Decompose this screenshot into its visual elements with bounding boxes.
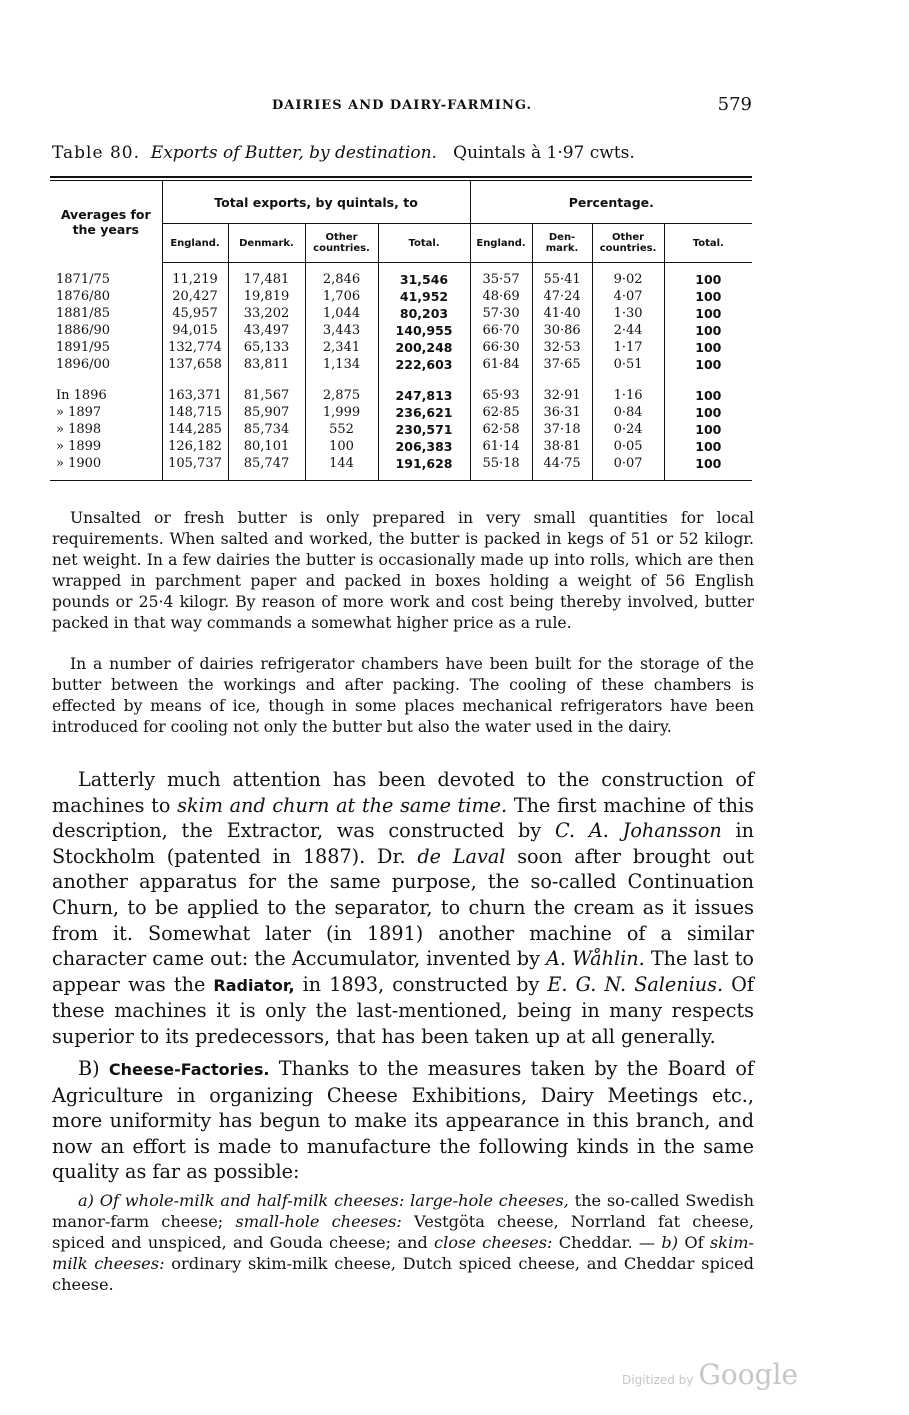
cell-oth: 144 — [305, 455, 378, 472]
row-year: 1881/85 — [56, 306, 111, 321]
row-year: In 1896 — [56, 388, 107, 403]
cell-den: 80,101 — [228, 438, 305, 455]
row-year: 1896/00 — [56, 357, 111, 372]
table-row — [50, 271, 752, 288]
header-percentage: Percentage. — [470, 181, 752, 224]
cell-tot: 236,621 — [378, 404, 470, 421]
cell-den: 19,819 — [228, 288, 305, 305]
row-year: 1891/95 — [56, 340, 111, 355]
cell-oth: 1,706 — [305, 288, 378, 305]
cell-den: 33,202 — [228, 305, 305, 322]
cell-tot: 222,603 — [378, 356, 470, 373]
cell-p-den: 44·75 — [532, 455, 592, 472]
cell-p-den: 38·81 — [532, 438, 592, 455]
section-heading-cheese-factories: Cheese-Factories. — [108, 1060, 270, 1079]
cell-oth: 2,875 — [305, 387, 378, 404]
cell-oth: 3,443 — [305, 322, 378, 339]
subheader-2: Other countries. — [305, 224, 378, 263]
cell-tot: 41,952 — [378, 288, 470, 305]
cell-oth: 2,341 — [305, 339, 378, 356]
digitized-watermark — [622, 1358, 798, 1391]
row-year: 1876/80 — [56, 289, 111, 304]
subheader-4: England. — [470, 224, 532, 263]
paragraph-cheese-kinds: a) Of whole-milk and half-milk cheeses: large-hole cheeses, the so-called Swedish manor-farm cheese; small-hole cheeses: Vestgöta cheese, Norrland fat cheese, spiced and unspiced, and Gouda cheese; and close cheeses: Cheddar. — b) Of skim-milk cheeses: ordinary skim-milk cheese, Dutch spiced cheese, and Cheddar spiced cheese. — [52, 1191, 754, 1294]
cell-p-oth: 0·84 — [592, 404, 664, 421]
table-row — [50, 438, 752, 455]
cell-p-den: 47·24 — [532, 288, 592, 305]
cell-p-eng: 62·85 — [470, 404, 532, 421]
cell-p-oth: 0·24 — [592, 421, 664, 438]
cell-eng: 126,182 — [162, 438, 228, 455]
subheader-1: Denmark. — [228, 224, 305, 263]
cell-p-eng: 55·18 — [470, 455, 532, 472]
cell-oth: 1,044 — [305, 305, 378, 322]
cell-oth: 552 — [305, 421, 378, 438]
cell-p-oth: 0·51 — [592, 356, 664, 373]
row-year: » 1900 — [56, 456, 102, 471]
cell-eng: 148,715 — [162, 404, 228, 421]
cell-p-tot: 100 — [664, 339, 752, 356]
cell-p-den: 37·65 — [532, 356, 592, 373]
cell-tot: 206,383 — [378, 438, 470, 455]
table-row — [50, 404, 752, 421]
table-title: Exports of Butter, by destination. — [150, 143, 437, 163]
table-row — [50, 339, 752, 356]
table-caption — [52, 143, 635, 163]
cell-p-tot: 100 — [664, 421, 752, 438]
cell-p-oth: 0·07 — [592, 455, 664, 472]
table-row — [50, 305, 752, 322]
cell-p-den: 37·18 — [532, 421, 592, 438]
row-year: » 1897 — [56, 405, 102, 420]
cell-p-tot: 100 — [664, 305, 752, 322]
cell-p-oth: 0·05 — [592, 438, 664, 455]
cell-den: 85,734 — [228, 421, 305, 438]
cell-eng: 11,219 — [162, 271, 228, 288]
cell-tot: 200,248 — [378, 339, 470, 356]
cell-den: 43,497 — [228, 322, 305, 339]
row-year: » 1898 — [56, 422, 102, 437]
cell-eng: 20,427 — [162, 288, 228, 305]
cell-p-tot: 100 — [664, 404, 752, 421]
subheader-7: Total. — [664, 224, 752, 263]
exports-data-table — [50, 181, 752, 480]
cell-p-tot: 100 — [664, 455, 752, 472]
cell-tot: 140,955 — [378, 322, 470, 339]
cell-eng: 163,371 — [162, 387, 228, 404]
cell-p-den: 32·53 — [532, 339, 592, 356]
exports-table — [50, 176, 752, 481]
cell-p-tot: 100 — [664, 288, 752, 305]
cell-oth: 1,999 — [305, 404, 378, 421]
header-total-exports: Total exports, by quintals, to — [162, 181, 470, 224]
table-row — [50, 455, 752, 472]
row-year: 1871/75 — [56, 272, 111, 287]
google-logo: Google — [698, 1358, 799, 1391]
subheader-6: Other countries. — [592, 224, 664, 263]
row-year: » 1899 — [56, 439, 102, 454]
cell-oth: 2,846 — [305, 271, 378, 288]
cell-p-eng: 35·57 — [470, 271, 532, 288]
cell-p-tot: 100 — [664, 387, 752, 404]
cell-p-oth: 9·02 — [592, 271, 664, 288]
cell-eng: 132,774 — [162, 339, 228, 356]
cell-den: 81,567 — [228, 387, 305, 404]
cell-oth: 1,134 — [305, 356, 378, 373]
cell-p-eng: 66·70 — [470, 322, 532, 339]
cell-den: 83,811 — [228, 356, 305, 373]
cell-p-oth: 2·44 — [592, 322, 664, 339]
cell-p-tot: 100 — [664, 438, 752, 455]
cell-eng: 94,015 — [162, 322, 228, 339]
cell-tot: 31,546 — [378, 271, 470, 288]
header-years: Averages for the years — [60, 207, 151, 237]
cell-p-eng: 57·30 — [470, 305, 532, 322]
cell-p-tot: 100 — [664, 322, 752, 339]
cell-p-eng: 61·84 — [470, 356, 532, 373]
cell-p-den: 41·40 — [532, 305, 592, 322]
subheader-5: Den-mark. — [532, 224, 592, 263]
cell-p-den: 55·41 — [532, 271, 592, 288]
table-row — [50, 356, 752, 373]
paragraph-cheese-factories: B) Cheese-Factories. Thanks to the measures taken by the Board of Agriculture in organizing Cheese Exhibitions, Dairy Meetings etc., more uniformity has begun to make its appearance in this branch, and now an effort is made to manufacture the following kinds in the same quality as far as possible: — [52, 1057, 755, 1184]
subheader-0: England. — [162, 224, 228, 263]
table-label: Table 80. — [52, 143, 140, 163]
table-row — [50, 387, 752, 404]
cell-den: 17,481 — [228, 271, 305, 288]
cell-den: 85,747 — [228, 455, 305, 472]
cell-tot: 191,628 — [378, 455, 470, 472]
table-row — [50, 421, 752, 438]
cell-p-eng: 61·14 — [470, 438, 532, 455]
table-row — [50, 322, 752, 339]
running-header — [52, 94, 752, 120]
cell-p-oth: 1·16 — [592, 387, 664, 404]
page-number: 579 — [717, 94, 752, 115]
watermark-small-text: Digitized by — [622, 1373, 694, 1387]
cell-eng: 144,285 — [162, 421, 228, 438]
cell-p-oth: 1·30 — [592, 305, 664, 322]
row-year: 1886/90 — [56, 323, 111, 338]
cell-tot: 247,813 — [378, 387, 470, 404]
cell-den: 65,133 — [228, 339, 305, 356]
table-rule-top — [50, 176, 752, 178]
cell-tot: 80,203 — [378, 305, 470, 322]
subheader-3: Total. — [378, 224, 470, 263]
paragraph-refrigerator: In a number of dairies refrigerator chambers have been built for the storage of the butter between the workings and after packing. The cooling of these chambers is effected by means of ice, though in some places mechanical refrigerators have been introduced for cooling not only the butter but also the water used in the dairy. — [52, 655, 754, 736]
cell-p-den: 30·86 — [532, 322, 592, 339]
cell-oth: 100 — [305, 438, 378, 455]
cell-p-den: 36·31 — [532, 404, 592, 421]
table-units: Quintals à 1·97 cwts. — [453, 143, 635, 163]
cell-p-oth: 4·07 — [592, 288, 664, 305]
cell-tot: 230,571 — [378, 421, 470, 438]
cell-p-tot: 100 — [664, 271, 752, 288]
cell-p-eng: 66·30 — [470, 339, 532, 356]
cell-eng: 45,957 — [162, 305, 228, 322]
cell-den: 85,907 — [228, 404, 305, 421]
cell-eng: 137,658 — [162, 356, 228, 373]
cell-p-oth: 1·17 — [592, 339, 664, 356]
table-row — [50, 288, 752, 305]
cell-p-eng: 48·69 — [470, 288, 532, 305]
cell-p-den: 32·91 — [532, 387, 592, 404]
cell-p-eng: 62·58 — [470, 421, 532, 438]
running-title: DAIRIES AND DAIRY-FARMING. — [271, 98, 532, 113]
paragraph-machines: Latterly much attention has been devoted to the construction of machines to skim and churn at the same time. The first machine of this description, the Extractor, was constructed by C. A. Johansson in Stockholm (patented in 1887). Dr. de Laval soon after brought out another apparatus for the same purpose, the so-called Continuation Churn, to be applied to the separator, to churn the cream as it issues from it. Somewhat later (in 1891) another machine of a similar character came out: the Accumulator, invented by A. Wåhlin. The last to appear was the Radiator, in 1893, constructed by E. G. N. Salenius. Of these machines it is only the last-mentioned, being in many respects superior to its predecessors, that has been taken up at all generally. — [52, 768, 755, 1048]
paragraph-unsalted-butter: Unsalted or fresh butter is only prepared in very small quantities for local requirements. When salted and worked, the butter is packed in kegs of 51 or 52 kilogr. net weight. In a few dairies the butter is occasionally made up into rolls, which are then wrapped in parchment paper and packed in boxes holding a weight of 56 English pounds or 25·4 kilogr. By reason of more work and cost being thereby involved, butter packed in that way commands a somewhat higher price as a rule. — [52, 509, 754, 632]
table-rule-bottom — [50, 480, 752, 481]
cell-eng: 105,737 — [162, 455, 228, 472]
cell-p-eng: 65·93 — [470, 387, 532, 404]
cell-p-tot: 100 — [664, 356, 752, 373]
